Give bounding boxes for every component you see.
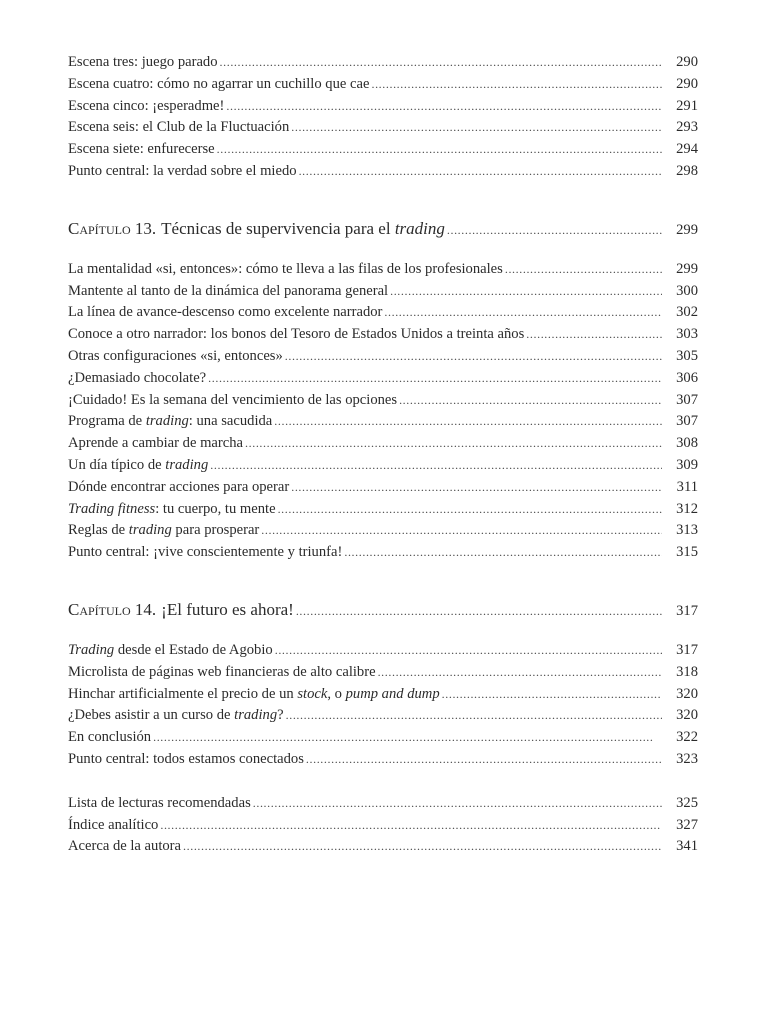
toc-entry-page: 294 <box>676 141 698 158</box>
chapter-number: 13. <box>134 218 157 238</box>
toc-entry-page: 306 <box>676 369 698 386</box>
toc-entry-page: 313 <box>676 522 698 539</box>
toc-entry-title: Trading fitness: tu cuerpo, tu mente <box>68 500 276 517</box>
toc-entry-title: Dónde encontrar acciones para operar <box>68 478 290 495</box>
toc-entry-page: 290 <box>676 75 698 92</box>
toc-entry-page: 318 <box>676 663 698 680</box>
toc-entry-page: 322 <box>676 729 698 746</box>
chapter-title: Técnicas de supervivencia para el trading <box>161 218 445 238</box>
dot-leader <box>526 324 662 346</box>
toc-entry-page: 309 <box>676 456 698 473</box>
toc-entry <box>68 836 698 858</box>
toc-entry <box>68 662 698 684</box>
toc-entry <box>68 705 698 727</box>
toc-entry-title: Escena cinco: ¡esperadme! <box>68 97 225 114</box>
toc-entry-title: Hinchar artificialmente el precio de un stock, o pump and dump <box>68 685 440 702</box>
dot-leader <box>291 477 662 499</box>
toc-entry-title: Escena tres: juego parado <box>68 54 218 70</box>
toc-entry <box>68 346 698 368</box>
chapter-page: 299 <box>676 221 698 238</box>
dot-leader <box>274 411 662 433</box>
toc-entry-page: 302 <box>676 304 698 321</box>
toc-entry <box>68 640 698 662</box>
dot-leader <box>253 793 662 815</box>
dot-leader <box>384 302 662 324</box>
toc-entry <box>68 433 698 455</box>
toc-entry-title: ¡Cuidado! Es la semana del vencimiento de las opciones <box>68 391 398 408</box>
toc-entry <box>68 161 698 183</box>
dot-leader <box>285 346 662 368</box>
toc-entry <box>68 52 698 74</box>
dot-leader <box>390 281 662 303</box>
toc-entry-title: Escena seis: el Club de la Fluctuación <box>68 119 290 136</box>
toc-entry-title: Mantente al tanto de la dinámica del panorama general <box>68 282 389 299</box>
toc-entry-page: 300 <box>676 282 698 299</box>
chapter-title: ¡El futuro es ahora! <box>161 599 294 619</box>
toc-entry-page: 303 <box>676 326 698 343</box>
toc-entry <box>68 390 698 412</box>
toc-entry <box>68 117 698 139</box>
toc-entry-page: 290 <box>676 54 698 70</box>
toc-entry-title: ¿Demasiado chocolate? <box>68 369 207 386</box>
dot-leader <box>220 52 662 74</box>
chapter-label: Capítulo <box>68 599 131 619</box>
toc-entry-page: 320 <box>676 685 698 702</box>
dot-leader <box>447 218 662 242</box>
toc-entry-page: 323 <box>676 750 698 767</box>
toc-entry <box>68 815 698 837</box>
toc-entry-title: Escena siete: enfurecerse <box>68 141 215 158</box>
toc-entry-title: Microlista de páginas web financieras de alto calibre <box>68 663 376 680</box>
toc-entry-page: 307 <box>676 413 698 430</box>
dot-leader <box>505 259 662 281</box>
toc-entry-title: Punto central: ¡vive conscientemente y triunfa! <box>68 544 343 561</box>
dot-leader <box>183 836 662 858</box>
dot-leader <box>442 684 662 706</box>
toc-entry-page: 293 <box>676 119 698 136</box>
toc-entry-title: Índice analítico <box>68 816 159 833</box>
toc-entry <box>68 727 698 749</box>
dot-leader <box>245 433 662 455</box>
toc-entry <box>68 542 698 564</box>
chapter-label: Capítulo <box>68 218 131 238</box>
toc-entry <box>68 281 698 303</box>
toc-entry-page: 311 <box>676 478 698 495</box>
toc-entry <box>68 302 698 324</box>
dot-leader <box>153 727 662 749</box>
dot-leader <box>371 74 662 96</box>
toc-entry-page: 291 <box>676 97 698 114</box>
toc-entry-page: 325 <box>676 794 698 811</box>
toc-entry-title: Lista de lecturas recomendadas <box>68 794 251 811</box>
toc-section-b <box>68 259 698 564</box>
toc-entry-title: Un día típico de trading <box>68 456 209 473</box>
toc-entry-title: La línea de avance-descenso como excelente narrador <box>68 304 383 321</box>
toc-section-a <box>68 52 698 183</box>
toc-entry-title: Reglas de trading para prosperar <box>68 522 260 539</box>
dot-leader <box>208 368 662 390</box>
toc-entry-title: La mentalidad «si, entonces»: cómo te lleva a las filas de los profesionales <box>68 260 503 277</box>
toc-entry <box>68 499 698 521</box>
toc-entry-page: 312 <box>676 500 698 517</box>
toc-entry-page: 315 <box>676 544 698 561</box>
toc-entry-title: Programa de trading: una sacudida <box>68 413 273 430</box>
dot-leader <box>217 139 662 161</box>
toc-entry <box>68 411 698 433</box>
toc-entry-title: Punto central: la verdad sobre el miedo <box>68 162 297 179</box>
dot-leader <box>299 161 662 183</box>
toc-entry <box>68 368 698 390</box>
dot-leader <box>286 705 662 727</box>
toc-entry-title: En conclusión <box>68 729 152 746</box>
toc-entry <box>68 139 698 161</box>
dot-leader <box>160 815 662 837</box>
toc-entry <box>68 96 698 118</box>
toc-entry-page: 299 <box>676 260 698 277</box>
dot-leader <box>291 117 662 139</box>
toc-entry-page: 341 <box>676 838 698 855</box>
toc-entry-title: Acerca de la autora <box>68 838 182 855</box>
chapter-14-heading <box>68 598 698 622</box>
dot-leader <box>378 662 662 684</box>
dot-leader <box>399 390 662 412</box>
dot-leader <box>261 520 662 542</box>
toc-entry-title: Punto central: todos estamos conectados <box>68 750 304 767</box>
toc-entry <box>68 74 698 96</box>
chapter-number: 14. <box>134 599 157 619</box>
dot-leader <box>306 749 662 771</box>
toc-entry-title: ¿Debes asistir a un curso de trading? <box>68 707 284 724</box>
dot-leader <box>275 640 662 662</box>
toc-entry-page: 298 <box>676 162 698 179</box>
toc-entry-page: 317 <box>676 641 698 658</box>
toc-entry <box>68 477 698 499</box>
dot-leader <box>344 542 662 564</box>
toc-entry <box>68 684 698 706</box>
toc-entry <box>68 520 698 542</box>
toc-entry-page: 308 <box>676 435 698 452</box>
toc-entry-title: Aprende a cambiar de marcha <box>68 435 244 452</box>
toc-entry-page: 327 <box>676 816 698 833</box>
chapter-page: 317 <box>676 602 698 619</box>
toc-entry-page: 307 <box>676 391 698 408</box>
table-of-contents <box>68 52 698 858</box>
toc-entry <box>68 749 698 771</box>
toc-entry <box>68 324 698 346</box>
toc-entry <box>68 259 698 281</box>
dot-leader <box>296 599 662 623</box>
toc-section-d <box>68 793 698 858</box>
toc-entry-title: Trading desde el Estado de Agobio <box>68 641 273 658</box>
toc-entry-title: Conoce a otro narrador: los bonos del Tesoro de Estados Unidos a treinta años <box>68 326 525 343</box>
toc-entry-page: 305 <box>676 347 698 364</box>
dot-leader <box>210 455 662 477</box>
dot-leader <box>278 499 662 521</box>
toc-entry <box>68 455 698 477</box>
dot-leader <box>226 96 662 118</box>
toc-entry-title: Escena cuatro: cómo no agarrar un cuchillo que cae <box>68 75 370 92</box>
toc-entry-page: 320 <box>676 707 698 724</box>
chapter-13-heading <box>68 217 698 241</box>
toc-entry-title: Otras configuraciones «si, entonces» <box>68 347 283 364</box>
toc-entry <box>68 793 698 815</box>
toc-section-c <box>68 640 698 771</box>
